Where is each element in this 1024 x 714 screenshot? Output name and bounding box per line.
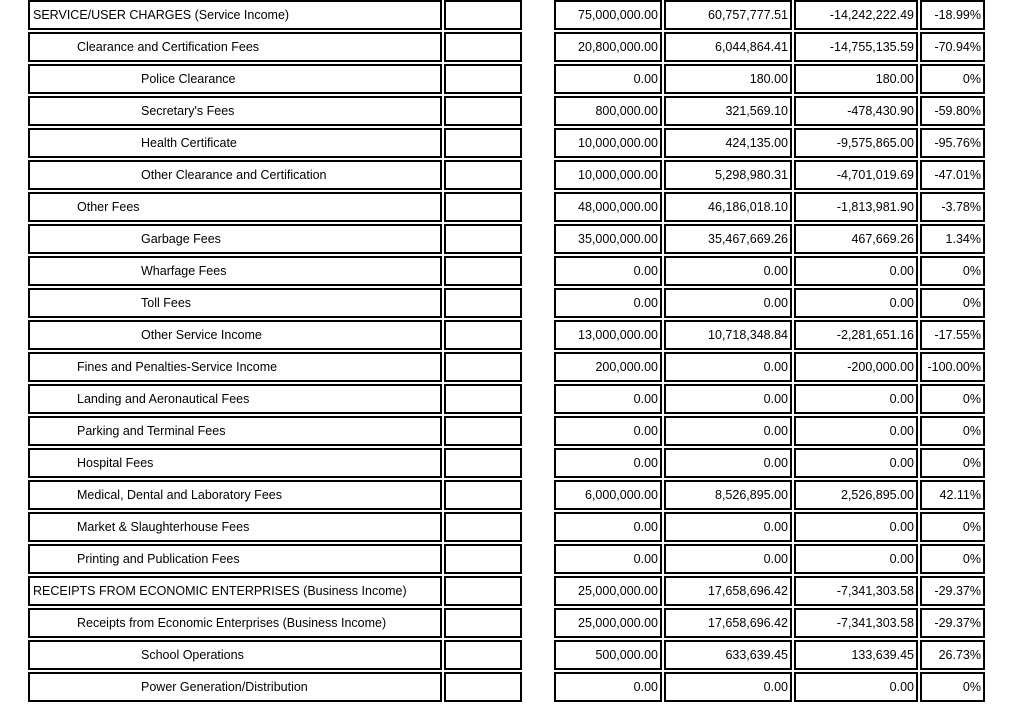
row-variance-amount: -2,281,651.16 (794, 320, 918, 350)
row-variance-amount: 0.00 (794, 512, 918, 542)
row-description: Hospital Fees (28, 448, 442, 478)
row-actual-amount: 321,569.10 (664, 96, 792, 126)
row-actual-amount: 0.00 (664, 672, 792, 702)
row-description: RECEIPTS FROM ECONOMIC ENTERPRISES (Business Income) (28, 576, 442, 606)
row-variance-amount: 0.00 (794, 544, 918, 574)
row-budget-amount: 48,000,000.00 (554, 192, 662, 222)
row-description: Other Service Income (28, 320, 442, 350)
table-row (28, 352, 985, 382)
row-blank-cell (444, 384, 522, 414)
row-blank-cell (444, 608, 522, 638)
row-budget-amount: 0.00 (554, 64, 662, 94)
row-variance-percent: -17.55% (920, 320, 985, 350)
row-actual-amount: 0.00 (664, 512, 792, 542)
row-description: Other Clearance and Certification (28, 160, 442, 190)
row-variance-amount: 0.00 (794, 256, 918, 286)
row-budget-amount: 0.00 (554, 672, 662, 702)
row-variance-percent: -29.37% (920, 576, 985, 606)
row-variance-percent: 0% (920, 256, 985, 286)
row-variance-amount: 0.00 (794, 416, 918, 446)
row-actual-amount: 0.00 (664, 256, 792, 286)
row-description: School Operations (28, 640, 442, 670)
row-variance-percent: 0% (920, 672, 985, 702)
row-blank-cell (444, 256, 522, 286)
table-row (28, 128, 985, 158)
row-variance-amount: 2,526,895.00 (794, 480, 918, 510)
table-row (28, 160, 985, 190)
row-blank-cell (444, 512, 522, 542)
table-row (28, 576, 985, 606)
row-blank-cell (444, 0, 522, 30)
row-variance-amount: 0.00 (794, 288, 918, 318)
table-row (28, 288, 985, 318)
row-variance-percent: 0% (920, 416, 985, 446)
row-actual-amount: 60,757,777.51 (664, 0, 792, 30)
row-variance-amount: 0.00 (794, 384, 918, 414)
table-row (28, 96, 985, 126)
row-variance-amount: -478,430.90 (794, 96, 918, 126)
row-blank-cell (444, 576, 522, 606)
row-variance-percent: 0% (920, 512, 985, 542)
row-budget-amount: 0.00 (554, 544, 662, 574)
row-budget-amount: 75,000,000.00 (554, 0, 662, 30)
row-variance-percent: 26.73% (920, 640, 985, 670)
table-row (28, 640, 985, 670)
table-row (28, 224, 985, 254)
row-actual-amount: 5,298,980.31 (664, 160, 792, 190)
row-description: Garbage Fees (28, 224, 442, 254)
row-variance-percent: 0% (920, 64, 985, 94)
row-blank-cell (444, 160, 522, 190)
row-variance-amount: -14,242,222.49 (794, 0, 918, 30)
row-budget-amount: 0.00 (554, 384, 662, 414)
row-actual-amount: 35,467,669.26 (664, 224, 792, 254)
row-actual-amount: 0.00 (664, 544, 792, 574)
row-actual-amount: 633,639.45 (664, 640, 792, 670)
row-description: Fines and Penalties-Service Income (28, 352, 442, 382)
row-budget-amount: 0.00 (554, 448, 662, 478)
row-variance-amount: 133,639.45 (794, 640, 918, 670)
row-budget-amount: 500,000.00 (554, 640, 662, 670)
row-description: Receipts from Economic Enterprises (Business Income) (28, 608, 442, 638)
row-blank-cell (444, 128, 522, 158)
row-variance-amount: -9,575,865.00 (794, 128, 918, 158)
row-description: Medical, Dental and Laboratory Fees (28, 480, 442, 510)
row-description: Market & Slaughterhouse Fees (28, 512, 442, 542)
row-description: Secretary's Fees (28, 96, 442, 126)
table-row (28, 544, 985, 574)
row-variance-amount: 0.00 (794, 448, 918, 478)
row-blank-cell (444, 448, 522, 478)
row-variance-percent: 0% (920, 384, 985, 414)
row-actual-amount: 17,658,696.42 (664, 576, 792, 606)
row-variance-percent: 42.11% (920, 480, 985, 510)
row-variance-amount: -200,000.00 (794, 352, 918, 382)
row-blank-cell (444, 288, 522, 318)
row-variance-percent: -29.37% (920, 608, 985, 638)
row-actual-amount: 6,044,864.41 (664, 32, 792, 62)
table-row (28, 416, 985, 446)
row-actual-amount: 0.00 (664, 352, 792, 382)
row-blank-cell (444, 352, 522, 382)
row-variance-percent: -59.80% (920, 96, 985, 126)
table-row (28, 32, 985, 62)
row-budget-amount: 0.00 (554, 288, 662, 318)
row-description: Other Fees (28, 192, 442, 222)
row-description: Police Clearance (28, 64, 442, 94)
row-variance-percent: -18.99% (920, 0, 985, 30)
row-variance-amount: -14,755,135.59 (794, 32, 918, 62)
row-variance-percent: 0% (920, 448, 985, 478)
row-actual-amount: 0.00 (664, 288, 792, 318)
table-row (28, 192, 985, 222)
table-row (28, 512, 985, 542)
row-budget-amount: 25,000,000.00 (554, 608, 662, 638)
table-row (28, 0, 985, 30)
row-actual-amount: 0.00 (664, 384, 792, 414)
row-actual-amount: 8,526,895.00 (664, 480, 792, 510)
row-variance-percent: -70.94% (920, 32, 985, 62)
row-description: Health Certificate (28, 128, 442, 158)
row-blank-cell (444, 32, 522, 62)
row-variance-amount: -4,701,019.69 (794, 160, 918, 190)
row-budget-amount: 13,000,000.00 (554, 320, 662, 350)
row-variance-percent: -95.76% (920, 128, 985, 158)
row-variance-amount: -1,813,981.90 (794, 192, 918, 222)
table-row (28, 448, 985, 478)
row-description: Printing and Publication Fees (28, 544, 442, 574)
row-budget-amount: 800,000.00 (554, 96, 662, 126)
row-blank-cell (444, 640, 522, 670)
row-variance-amount: 467,669.26 (794, 224, 918, 254)
table-row (28, 672, 985, 702)
row-budget-amount: 200,000.00 (554, 352, 662, 382)
row-variance-amount: 0.00 (794, 672, 918, 702)
row-budget-amount: 0.00 (554, 416, 662, 446)
row-actual-amount: 0.00 (664, 416, 792, 446)
row-blank-cell (444, 192, 522, 222)
row-variance-amount: 180.00 (794, 64, 918, 94)
row-description: SERVICE/USER CHARGES (Service Income) (28, 0, 442, 30)
row-description: Clearance and Certification Fees (28, 32, 442, 62)
row-actual-amount: 10,718,348.84 (664, 320, 792, 350)
row-blank-cell (444, 320, 522, 350)
row-budget-amount: 6,000,000.00 (554, 480, 662, 510)
row-variance-amount: -7,341,303.58 (794, 576, 918, 606)
row-blank-cell (444, 480, 522, 510)
row-description: Wharfage Fees (28, 256, 442, 286)
row-variance-amount: -7,341,303.58 (794, 608, 918, 638)
row-budget-amount: 0.00 (554, 512, 662, 542)
row-blank-cell (444, 672, 522, 702)
row-variance-percent: 1.34% (920, 224, 985, 254)
row-variance-percent: -3.78% (920, 192, 985, 222)
table-row (28, 64, 985, 94)
row-budget-amount: 35,000,000.00 (554, 224, 662, 254)
row-description: Parking and Terminal Fees (28, 416, 442, 446)
table-row (28, 320, 985, 350)
row-description: Landing and Aeronautical Fees (28, 384, 442, 414)
row-blank-cell (444, 416, 522, 446)
row-actual-amount: 17,658,696.42 (664, 608, 792, 638)
row-actual-amount: 0.00 (664, 448, 792, 478)
table-row (28, 384, 985, 414)
row-blank-cell (444, 64, 522, 94)
row-blank-cell (444, 544, 522, 574)
row-description: Power Generation/Distribution (28, 672, 442, 702)
row-budget-amount: 20,800,000.00 (554, 32, 662, 62)
table-row (28, 480, 985, 510)
table-row (28, 608, 985, 638)
row-budget-amount: 25,000,000.00 (554, 576, 662, 606)
row-variance-percent: -100.00% (920, 352, 985, 382)
row-blank-cell (444, 224, 522, 254)
row-actual-amount: 424,135.00 (664, 128, 792, 158)
row-blank-cell (444, 96, 522, 126)
row-budget-amount: 0.00 (554, 256, 662, 286)
row-budget-amount: 10,000,000.00 (554, 128, 662, 158)
row-variance-percent: -47.01% (920, 160, 985, 190)
table-row (28, 256, 985, 286)
row-description: Toll Fees (28, 288, 442, 318)
row-variance-percent: 0% (920, 288, 985, 318)
row-actual-amount: 180.00 (664, 64, 792, 94)
row-budget-amount: 10,000,000.00 (554, 160, 662, 190)
row-actual-amount: 46,186,018.10 (664, 192, 792, 222)
row-variance-percent: 0% (920, 544, 985, 574)
